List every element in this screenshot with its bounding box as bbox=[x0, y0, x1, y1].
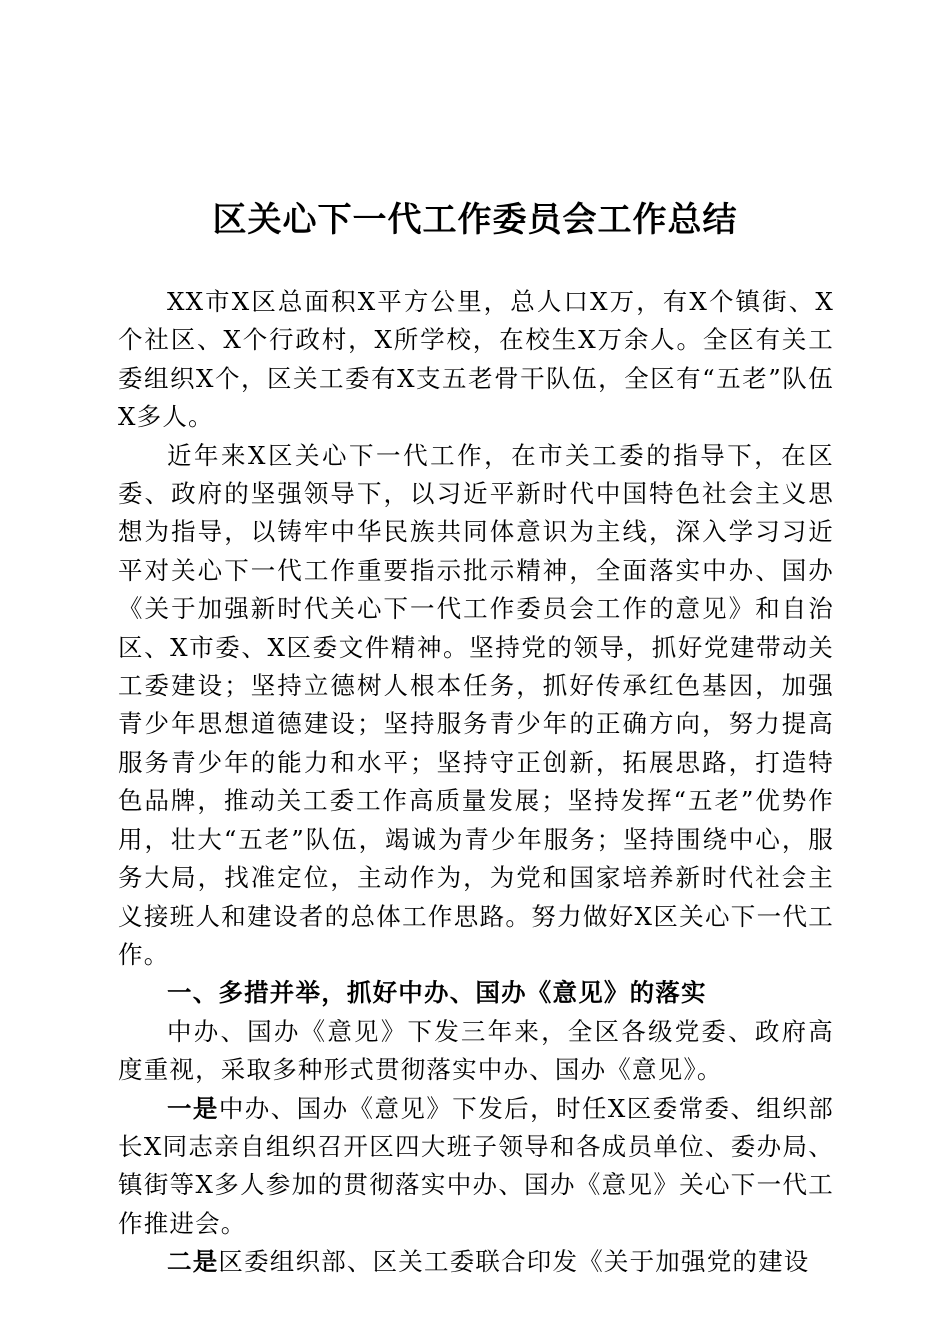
paragraph-overview: XX市X区总面积X平方公里，总人口X万，有X个镇街、X个社区、X个行政村，X所学校，在校生X万余人。全区有关工委组织X个，区关工委有X支五老骨干队伍，全区有“五老”队伍X多人。 bbox=[118, 287, 834, 432]
document-title: 区关心下一代工作委员会工作总结 bbox=[212, 200, 738, 240]
document-body bbox=[118, 283, 834, 1282]
section-heading-1: 一、多措并举，抓好中办、国办《意见》的落实 bbox=[167, 978, 707, 1008]
item-2-lead: 二是 bbox=[167, 1247, 219, 1277]
paragraph-work-summary: 近年来X区关心下一代工作，在市关工委的指导下，在区委、政府的坚强领导下，以习近平新时代中国特色社会主义思想为指导，以铸牢中华民族共同体意识为主线，深入学习习近平对关心下一代工作重要指示批示精神，全面落实中办、国办《关于加强新时代关心下一代工作委员会工作的意见》和自治区、X市委、X区委文件精神。坚持党的领导，抓好党建带动关工委建设；坚持立德树人根本任务，抓好传承红色基因，加强青少年思想道德建设；坚持服务青少年的正确方向，努力提高服务青少年的能力和水平；坚持守正创新，拓展思路，打造特色品牌，推动关工委工作高质量发展；坚持发挥“五老”优势作用，壮大“五老”队伍，竭诚为青少年服务；坚持围绕中心，服务大局，找准定位，主动作为，为党和国家培养新时代社会主义接班人和建设者的总体工作思路。努力做好X区关心下一代工作。 bbox=[118, 440, 834, 969]
section-1-item-2 bbox=[118, 1243, 834, 1281]
section-1-intro: 中办、国办《意见》下发三年来，全区各级党委、政府高度重视，采取多种形式贯彻落实中办、国办《意见》。 bbox=[118, 1016, 834, 1085]
section-1-item-1 bbox=[118, 1090, 834, 1244]
item-1-lead: 一是 bbox=[167, 1093, 219, 1123]
item-2-text: 区委组织部、区关工委联合印发《关于加强党的建设 bbox=[218, 1247, 810, 1277]
item-1-text: 中办、国办《意见》下发后，时任X区委常委、组织部长X同志亲自组织召开区四大班子领导和各成员单位、委办局、镇街等X多人参加的贯彻落实中办、国办《意见》关心下一代工作推进会。 bbox=[118, 1093, 834, 1238]
